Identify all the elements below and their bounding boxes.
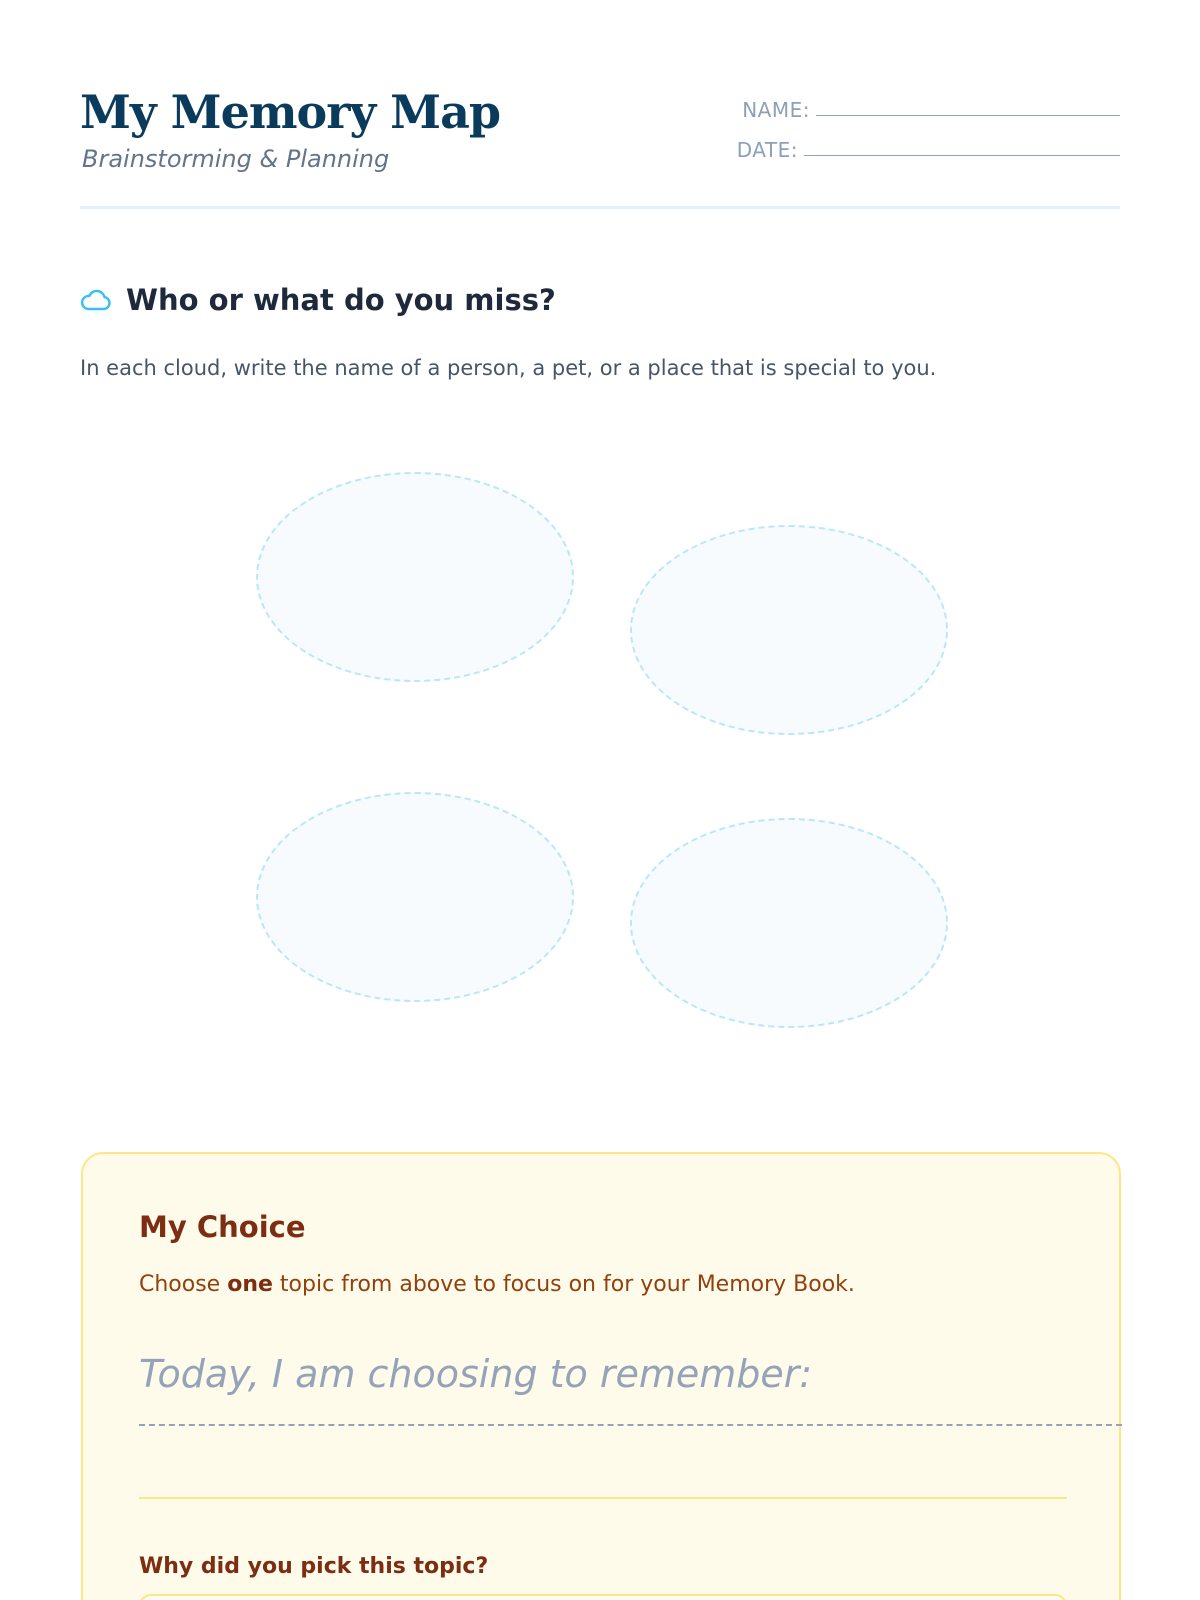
choice-desc-emphasis: one	[227, 1272, 273, 1297]
choice-desc-after: topic from above to focus on for your Memory Book.	[272, 1272, 855, 1297]
student-info	[720, 94, 1120, 184]
choice-divider	[139, 1497, 1067, 1499]
cloud-icon	[80, 288, 112, 312]
cloud-input-2[interactable]	[630, 525, 948, 735]
name-label: NAME:	[742, 98, 810, 122]
choice-desc-before: Choose	[139, 1272, 228, 1297]
section-heading	[80, 278, 556, 322]
cloud-input-1[interactable]	[256, 472, 574, 682]
remember-answer-field[interactable]	[139, 1424, 1122, 1426]
date-field[interactable]	[804, 155, 1120, 156]
name-row	[742, 94, 1120, 122]
remember-prompt: Today, I am choosing to remember:	[139, 1352, 813, 1396]
worksheet-header	[80, 84, 1120, 214]
cloud-input-3[interactable]	[256, 792, 574, 1002]
page-title: My Memory Map	[80, 85, 501, 139]
page-subtitle: Brainstorming & Planning	[82, 145, 390, 173]
why-answer-box[interactable]	[139, 1594, 1067, 1600]
header-divider	[80, 206, 1120, 209]
why-question-label: Why did you pick this topic?	[139, 1554, 489, 1579]
choice-description	[139, 1272, 855, 1297]
date-label: DATE:	[736, 138, 798, 162]
section-instructions: In each cloud, write the name of a person, a pet, or a place that is special to you.	[80, 356, 937, 380]
date-row	[737, 134, 1120, 162]
name-field[interactable]	[816, 115, 1120, 116]
cloud-input-4[interactable]	[630, 818, 948, 1028]
choice-title: My Choice	[139, 1210, 306, 1244]
section-title: Who or what do you miss?	[126, 283, 556, 317]
choice-panel	[81, 1152, 1121, 1600]
